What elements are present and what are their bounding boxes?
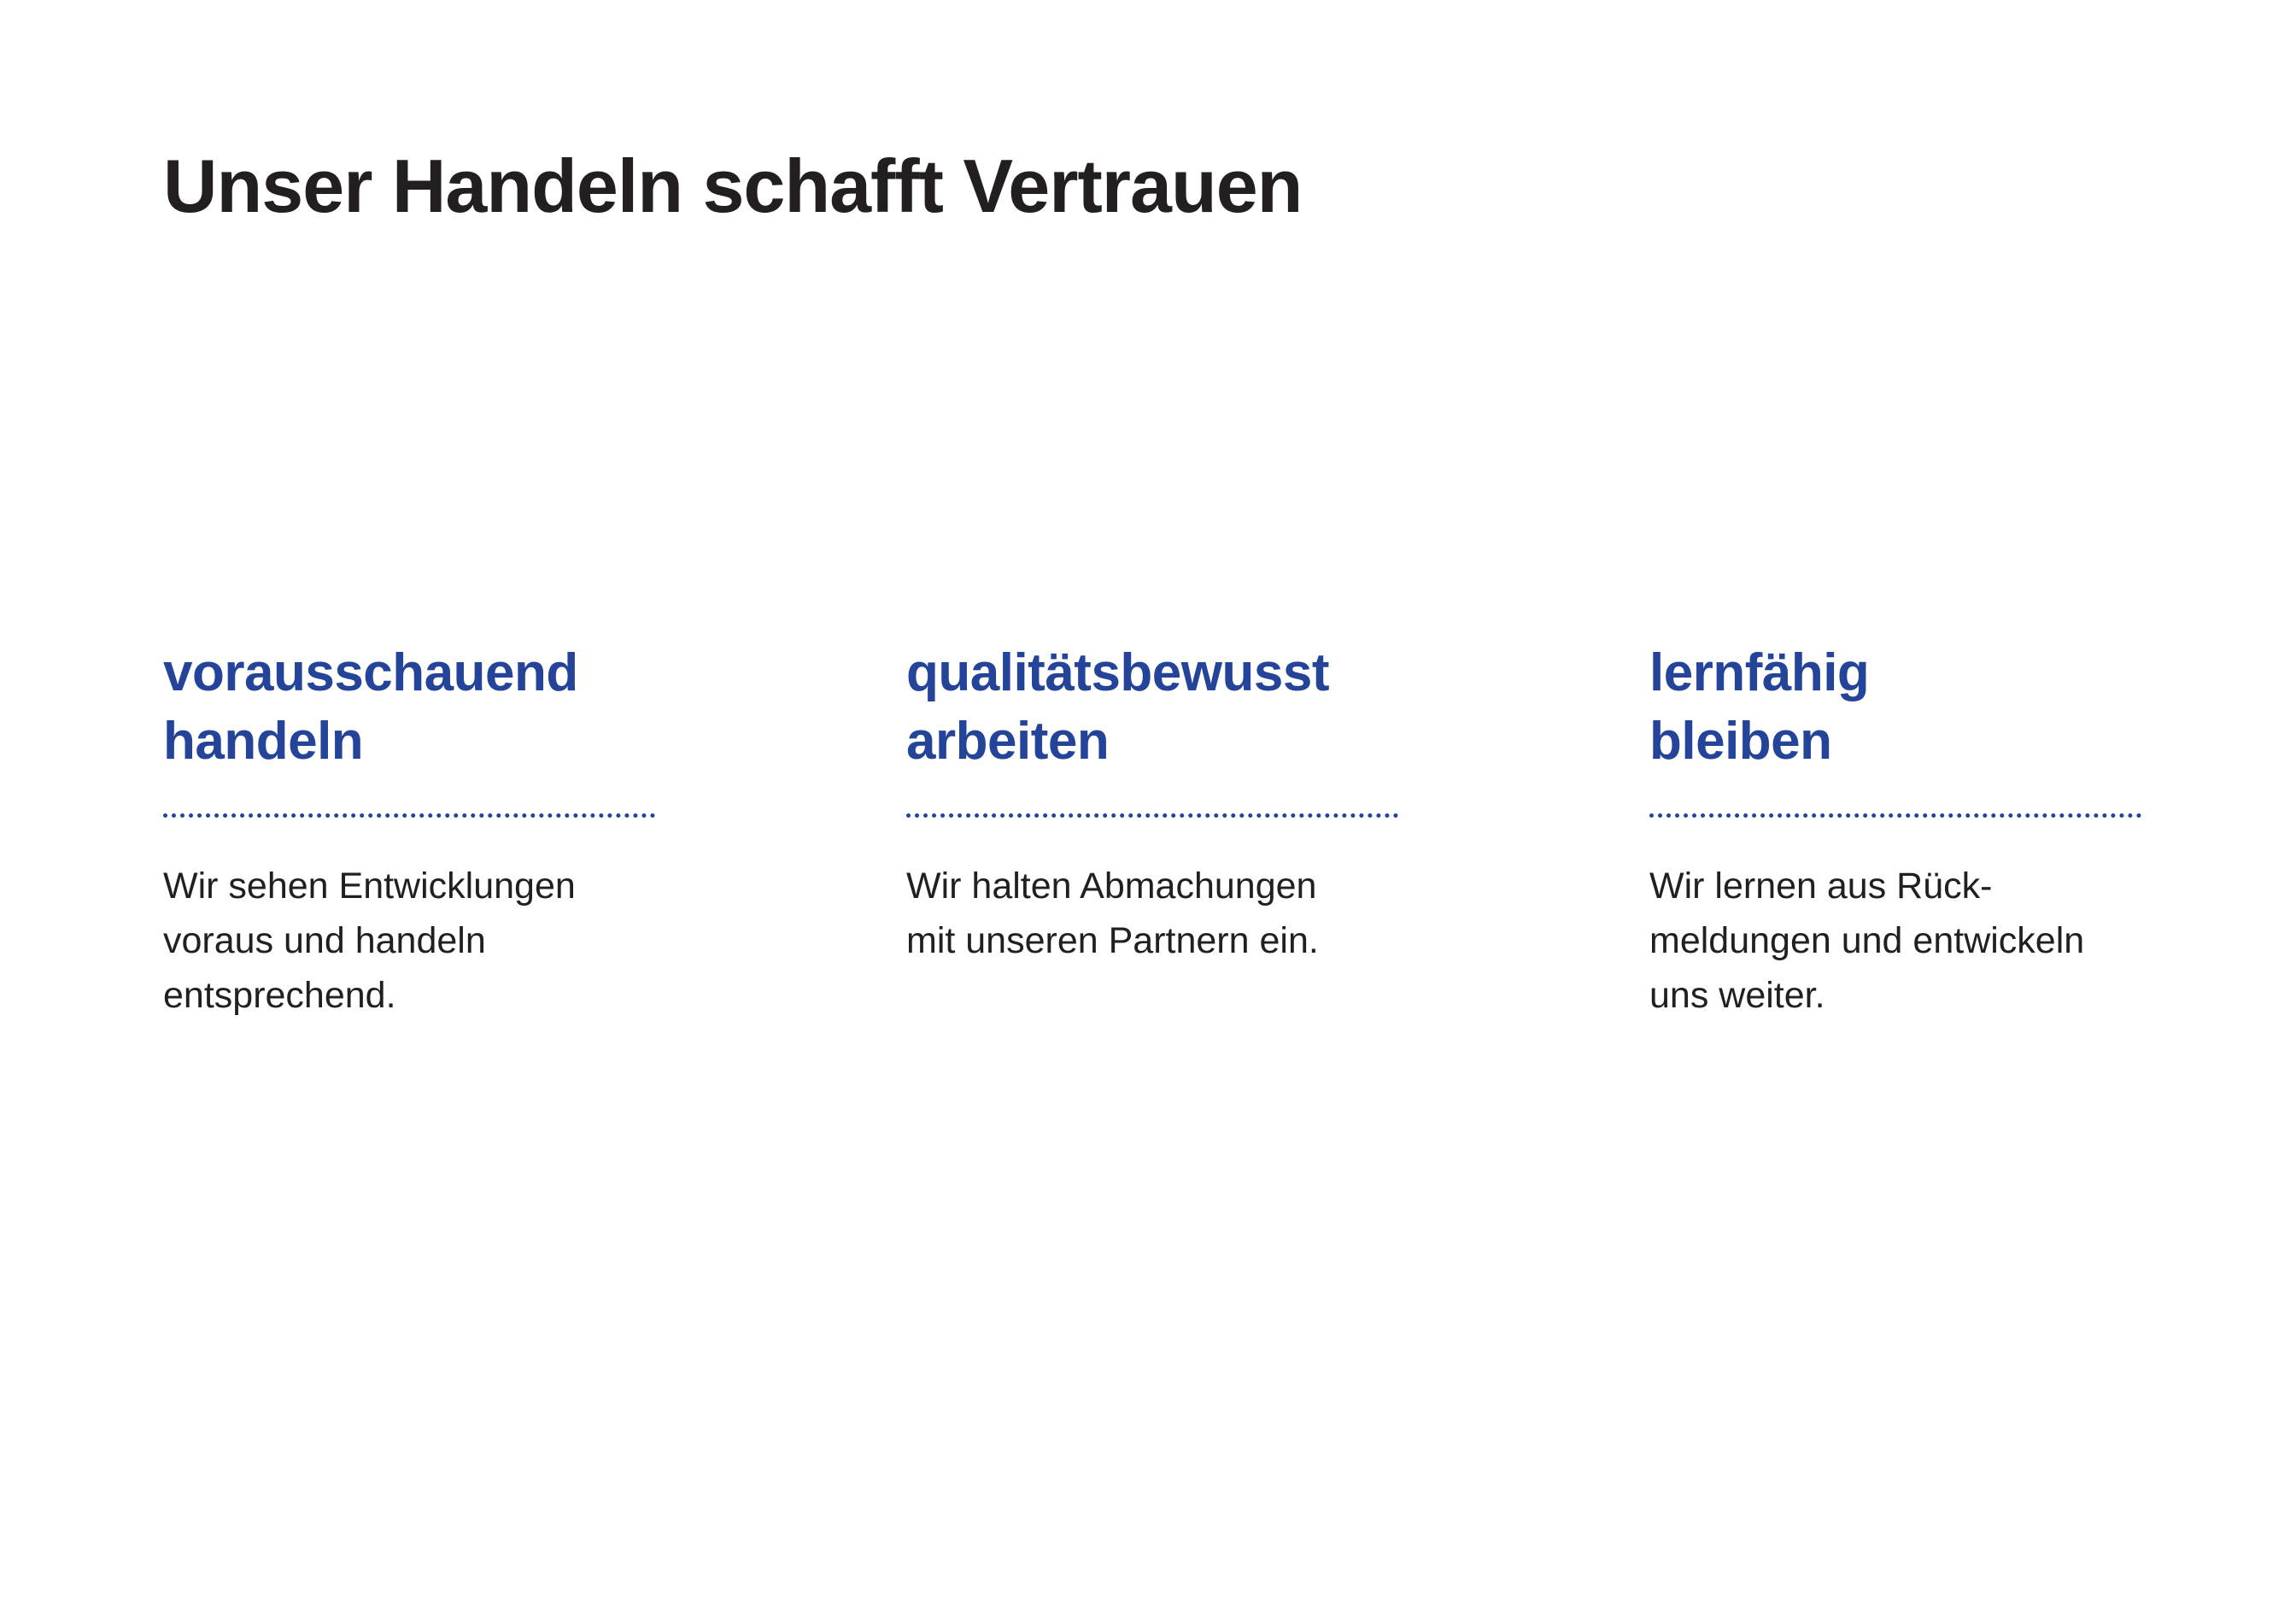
value-heading-line: handeln [163, 712, 364, 771]
value-description [163, 859, 655, 1023]
value-heading-line: vorausschauend [163, 643, 578, 702]
value-description [906, 859, 1398, 968]
value-description-line: Wir lernen aus Rück- [1649, 866, 1993, 907]
value-heading [1649, 639, 2141, 776]
value-heading-line: bleiben [1649, 712, 1832, 771]
value-heading-line: lernfähig [1649, 643, 1870, 702]
value-description [1649, 859, 2141, 1023]
page-title: Unser Handeln schafft Vertrauen [163, 144, 1303, 228]
value-column-lernfaehig [1649, 639, 2141, 1023]
dotted-divider [1649, 813, 2141, 818]
value-description-line: Wir halten Abmachungen [906, 866, 1317, 907]
dotted-divider [906, 813, 1398, 818]
value-description-line: entsprechend. [163, 975, 396, 1016]
value-description-line: uns weiter. [1649, 975, 1825, 1016]
value-description-line: mit unseren Partnern ein. [906, 920, 1319, 961]
value-description-line: voraus und handeln [163, 920, 486, 961]
value-description-line: meldungen und entwickeln [1649, 920, 2085, 961]
dotted-divider [163, 813, 655, 818]
value-heading-line: qualitätsbewusst [906, 643, 1329, 702]
value-column-qualitaetsbewusst [906, 639, 1398, 968]
value-heading [163, 639, 655, 776]
value-description-line: Wir sehen Entwicklungen [163, 866, 576, 907]
value-heading [906, 639, 1398, 776]
value-heading-line: arbeiten [906, 712, 1110, 771]
value-column-vorausschauend [163, 639, 655, 1023]
